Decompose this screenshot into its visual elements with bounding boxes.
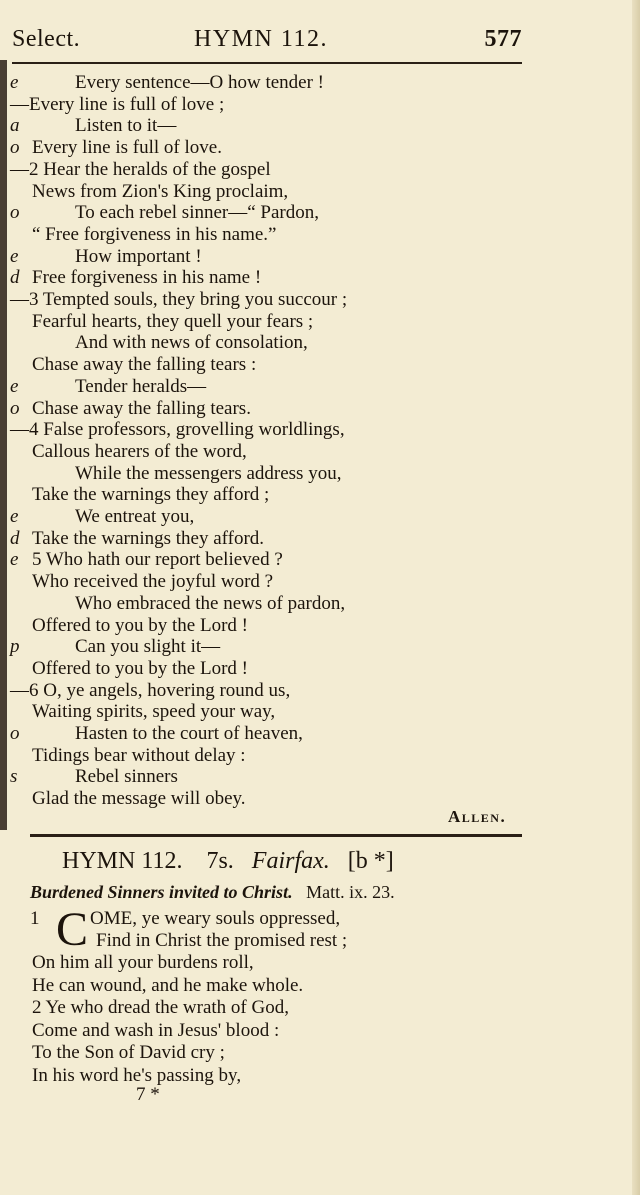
hymn-line: Waiting spirits, speed your way, [32,701,276,723]
dynamic-mark: e [10,375,19,397]
dynamic-mark: o [10,137,20,159]
hymn-line: Who embraced the news of pardon, [75,592,346,614]
hymn-line: —4 False professors, grovelling worldlings, [10,419,345,441]
hymn-line: Tender heralds— [75,375,207,397]
hymn-line: OME, ye weary souls oppressed, [90,908,341,929]
hymn-line: How important ! [75,245,202,267]
hymn-key: [b *] [347,848,394,874]
hymn-line: Take the warnings they afford ; [32,484,270,506]
hymn-line: Every sentence—O how tender ! [75,72,325,93]
hymn-line: Take the warnings they afford. [32,527,265,549]
hymn-line: Tidings bear without delay : [32,744,246,766]
hymn-line: Hasten to the court of heaven, [75,723,303,744]
hymn-line: Chase away the falling tears. [32,397,251,419]
hymn-line: While the messengers address you, [75,462,342,484]
header-title: HYMN 112. [194,26,328,52]
dynamic-mark: e [10,72,19,93]
dynamic-mark: e [10,506,19,527]
dynamic-mark: o [10,202,20,224]
hymn-line: Rebel sinners [75,766,178,788]
hymn-line: We entreat you, [75,506,195,527]
dynamic-mark: o [10,723,20,744]
hymn-line: Callous hearers of the word, [32,440,247,462]
hymn-line: And with news of consolation, [75,332,308,354]
hymn-theme: Burdened Sinners invited to Christ. [30,882,293,902]
dynamic-mark: d [10,527,20,549]
hymn-line: On him all your burdens roll, [32,952,254,973]
dynamic-mark: o [10,397,20,419]
author-credit: Allen. [448,807,507,826]
hymn-line: Can you slight it— [75,636,221,658]
hymn-line: Who received the joyful word ? [32,571,274,593]
scripture-reference: Matt. ix. 23. [306,882,395,902]
header-section: Select. [12,26,81,52]
hymn-number: HYMN 112. [62,848,183,874]
hymn-line: Offered to you by the Lord ! [32,614,248,636]
dynamic-mark: a [10,115,20,137]
hymn-line: Fearful hearts, they quell your fears ; [32,310,314,332]
hymn-line: To the Son of David cry ; [32,1042,225,1063]
hymn-line: Chase away the falling tears : [32,354,257,376]
hymn-line: 2 Ye who dread the wrath of God, [32,997,289,1018]
hymn-line: He can wound, and he make whole. [32,974,304,996]
page-gutter-edge [0,60,7,830]
header-rule [12,62,522,64]
hymn-meter: 7s. [206,848,234,874]
dynamic-mark: d [10,267,20,289]
hymn-line: Listen to it— [75,115,177,137]
running-header [12,26,522,60]
hymn-line: News from Zion's King proclaim, [32,180,289,202]
dynamic-mark: e [10,549,19,571]
dynamic-mark: s [10,766,18,788]
hymn-subtitle [30,882,395,903]
verse-number: 1 [30,908,40,929]
dynamic-mark: e [10,245,19,267]
hymn-line: To each rebel sinner—“ Pardon, [75,202,319,224]
hymn-line: Offered to you by the Lord ! [32,657,248,679]
hymn-tune: Fairfax. [251,848,330,874]
hymn-line: —2 Hear the heralds of the gospel [10,158,271,180]
hymn-line: 5 Who hath our report believed ? [32,549,283,571]
dynamic-mark: p [10,636,20,658]
hymn-line: Glad the message will obey. [32,788,246,810]
hymn-line: —3 Tempted souls, they bring you succour ; [10,289,348,310]
hymn-line: Free forgiveness in his name ! [32,267,262,289]
hymn-line: —Every line is full of love ; [10,93,225,115]
page-right-edge [632,0,640,1195]
hymn-line: Come and wash in Jesus' blood : [32,1019,280,1041]
signature-mark: 7 * [136,1084,160,1105]
drop-cap: C [56,903,89,956]
hymn-line: —6 O, ye angels, hovering round us, [10,679,291,701]
hymn-heading [62,848,394,875]
section-rule [30,834,522,837]
page-number: 577 [484,26,522,52]
hymn-line: Every line is full of love. [32,137,222,159]
hymn-line: In his word he's passing by, [32,1064,242,1086]
hymn-line: “ Free forgiveness in his name.” [32,223,277,245]
hymn-line: Find in Christ the promised rest ; [96,930,348,951]
